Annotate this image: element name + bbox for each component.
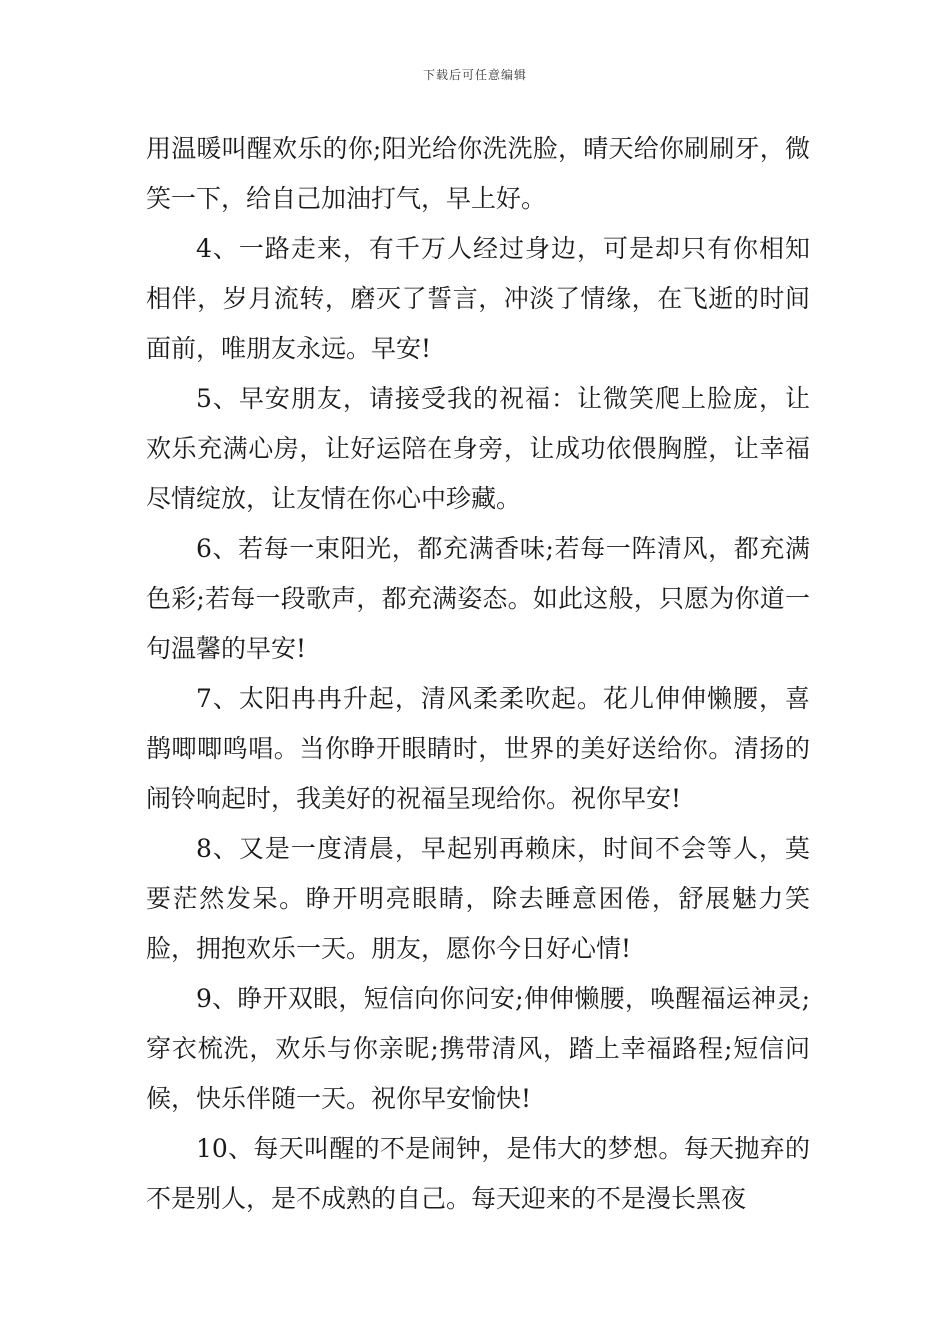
paragraph-item-8: 8、又是一度清晨，早起别再赖床，时间不会等人，莫要茫然发呆。睁开明亮眼睛，除去睡意困倦，舒展魅力笑脸，拥抱欢乐一天。朋友，愿你今日好心情! — [146, 834, 810, 963]
paragraph-item-7: 7、太阳冉冉升起，清风柔柔吹起。花儿伸伸懒腰，喜鹊唧唧鸣唱。当你睁开眼睛时，世界的美好送给你。清扬的闹铃响起时，我美好的祝福呈现给你。祝你早安! — [146, 684, 810, 813]
paragraph-item-4: 4、一路走来，有千万人经过身边，可是却只有你相知相伴，岁月流转，磨灭了誓言，冲淡了情缘，在飞逝的时间面前，唯朋友永远。早安! — [146, 234, 810, 363]
paragraph-continued: 用温暖叫醒欢乐的你;阳光给你洗洗脸，晴天给你刷刷牙，微笑一下，给自己加油打气，早上好。 — [146, 134, 810, 213]
document-body — [146, 124, 810, 1224]
paragraph-item-5: 5、早安朋友，请接受我的祝福：让微笑爬上脸庞，让欢乐充满心房，让好运陪在身旁，让成功依偎胸膛，让幸福尽情绽放，让友情在你心中珍藏。 — [146, 384, 810, 513]
paragraph-item-9: 9、睁开双眼，短信向你问安;伸伸懒腰，唤醒福运神灵;穿衣梳洗，欢乐与你亲昵;携带清风，踏上幸福路程;短信问候，快乐伴随一天。祝你早安愉快! — [146, 984, 810, 1113]
page-header: 下载后可任意编辑 — [422, 68, 527, 82]
paragraph-item-6: 6、若每一束阳光，都充满香味;若每一阵清风，都充满色彩;若每一段歌声，都充满姿态。如此这般，只愿为你道一句温馨的早安! — [146, 534, 810, 663]
paragraph-item-10: 10、每天叫醒的不是闹钟，是伟大的梦想。每天抛弃的不是别人，是不成熟的自己。每天迎来的不是漫长黑夜 — [146, 1134, 810, 1213]
